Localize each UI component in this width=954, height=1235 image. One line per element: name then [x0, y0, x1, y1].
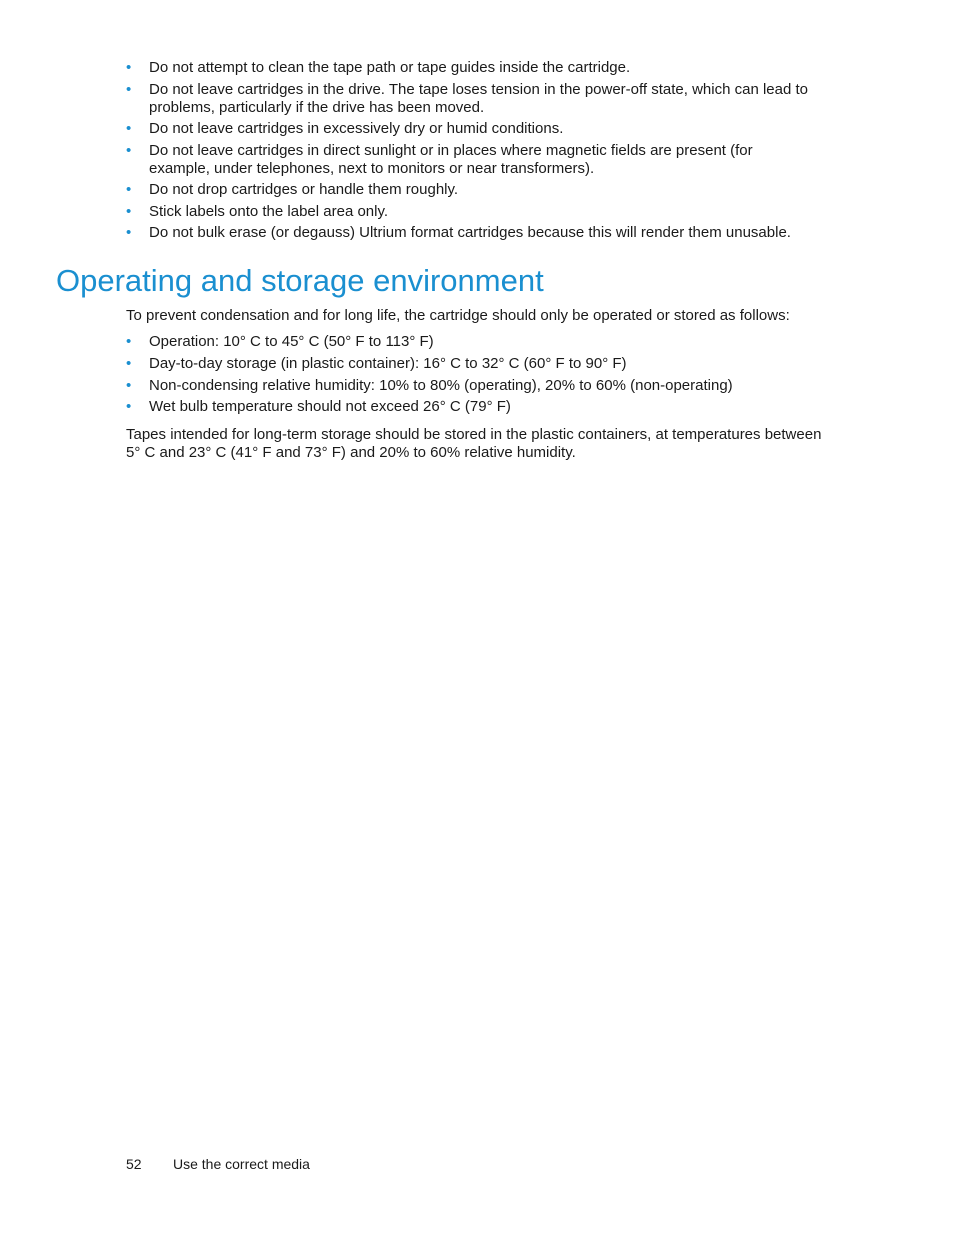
list-item-text: Stick labels onto the label area only.: [149, 202, 389, 220]
bullet-icon: •: [126, 120, 132, 137]
list-item-text: Do not leave cartridges in direct sunlight or in places where magnetic fields are present (for example, under telephones, next to monitors or near transformers).: [149, 141, 753, 177]
bullet-icon: •: [126, 224, 132, 241]
list-item: [126, 355, 826, 373]
list-item: [126, 81, 816, 117]
list-item: [126, 181, 816, 199]
bullet-icon: •: [126, 141, 132, 159]
environment-conditions-list: [126, 333, 826, 420]
list-item: [126, 120, 816, 138]
list-item: [126, 142, 816, 178]
bullet-icon: •: [126, 354, 132, 372]
list-item-text: Day-to-day storage (in plastic container): 16° C to 32° C (60° F to 90° F): [149, 354, 627, 372]
bullet-icon: •: [126, 376, 132, 394]
page-footer: [126, 1155, 310, 1173]
list-item-text: Do not drop cartridges or handle them roughly.: [149, 181, 459, 198]
list-item: [126, 224, 816, 242]
bullet-icon: •: [126, 398, 132, 416]
bullet-icon: •: [126, 59, 132, 76]
intro-paragraph: To prevent condensation and for long life, the cartridge should only be operated or stored as follows:: [126, 307, 790, 324]
bullet-icon: •: [126, 181, 132, 198]
list-item-text: Do not leave cartridges in the drive. The tape loses tension in the power-off state, which can lead to problems, particularly if the drive has been moved.: [149, 80, 808, 116]
storage-paragraph: Tapes intended for long-term storage should be stored in the plastic containers, at temperatures between 5° C and 23° C (41° F and 73° F) and 20% to 60% relative humidity.: [126, 426, 822, 461]
section-heading: Operating and storage environment: [56, 263, 544, 298]
list-item-text: Do not bulk erase (or degauss) Ultrium format cartridges because this will render them unusable.: [149, 224, 791, 241]
list-item-text: Do not attempt to clean the tape path or tape guides inside the cartridge.: [149, 59, 631, 76]
list-item-text: Do not leave cartridges in excessively dry or humid conditions.: [149, 120, 564, 137]
bullet-icon: •: [126, 202, 132, 220]
list-item-text: Operation: 10° C to 45° C (50° F to 113° F): [149, 333, 434, 350]
list-item: [126, 333, 826, 351]
bullet-icon: •: [126, 80, 132, 98]
list-item-text: Wet bulb temperature should not exceed 26° C (79° F): [149, 398, 511, 416]
list-item: [126, 59, 816, 77]
list-item: [126, 203, 816, 221]
bullet-icon: •: [126, 333, 132, 350]
cartridge-care-list: [126, 59, 816, 246]
chapter-title: Use the correct media: [173, 1156, 310, 1172]
page-number: 52: [126, 1156, 142, 1172]
list-item: [126, 377, 826, 395]
list-item: [126, 398, 826, 416]
list-item-text: Non-condensing relative humidity: 10% to 80% (operating), 20% to 60% (non-operating): [149, 376, 733, 394]
